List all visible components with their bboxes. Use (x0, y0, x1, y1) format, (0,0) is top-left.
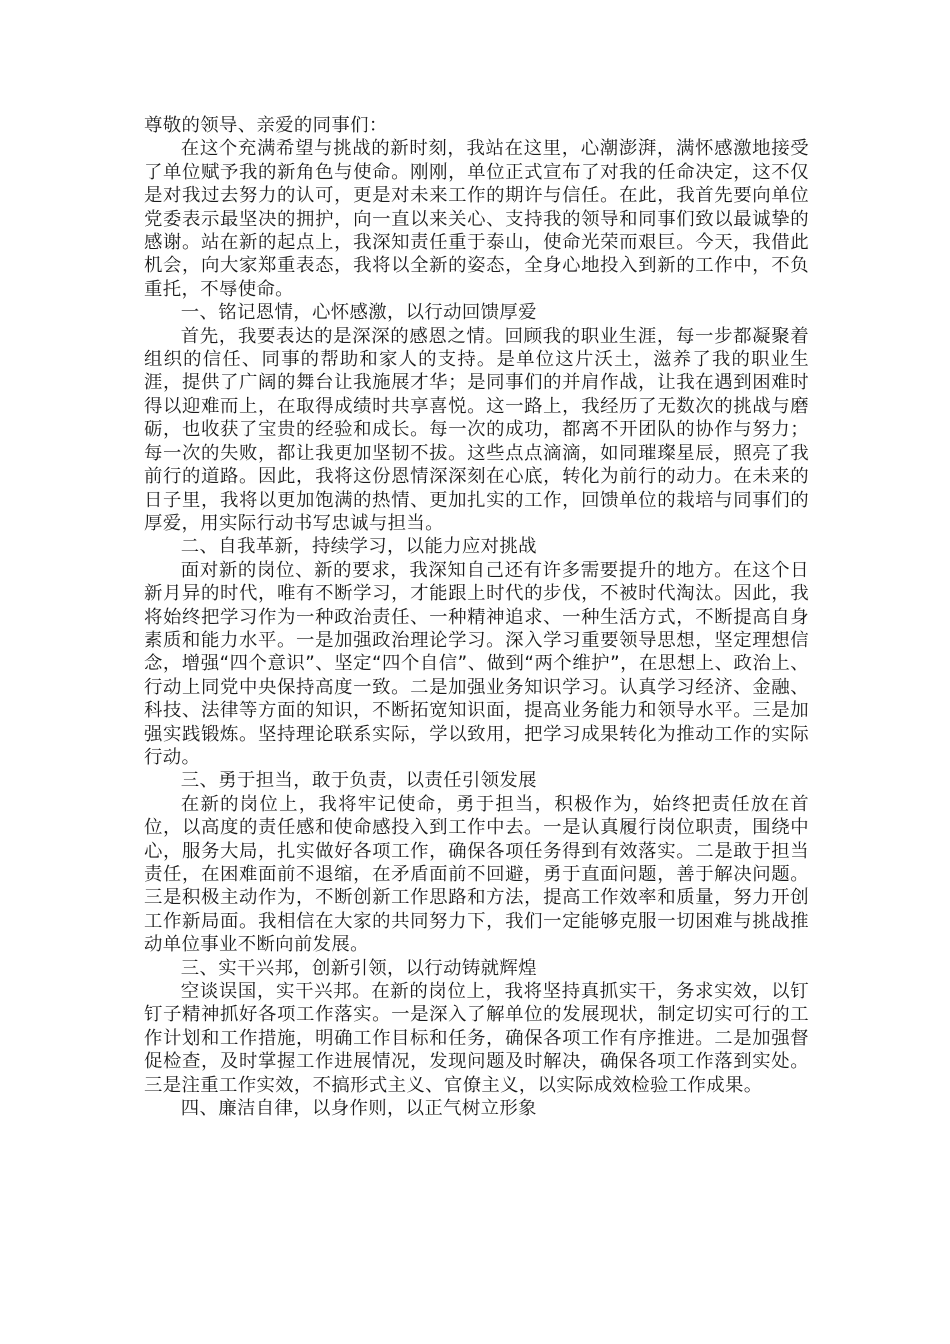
intro-paragraph: 在这个充满希望与挑战的新时刻，我站在这里，心潮澎湃，满怀感激地接受了单位赋予我的新角色与使命。刚刚，单位正式宣布了对我的任命决定，这不仅是对我过去努力的认可，更是对未来工作的期许与信任。在此，我首先要向单位党委表示最坚决的拥护，向一直以来关心、支持我的领导和同事们致以最诚挚的感谢。站在新的起点上，我深知责任重于泰山，使命光荣而艰巨。今天，我借此机会，向大家郑重表态，我将以全新的姿态，全身心地投入到新的工作中，不负重托，不辱使命。 (144, 138, 809, 300)
section-paragraph-3: 在新的岗位上，我将牢记使命，勇于担当，积极作为，始终把责任放在首位，以高度的责任感和使命感投入到工作中去。一是认真履行岗位职责，围绕中心，服务大局，扎实做好各项工作，确保各项任务得到有效落实。二是敢于担当责任，在困难面前不退缩，在矛盾面前不回避，勇于直面问题，善于解决问题。三是积极主动作为，不断创新工作思路和方法，提高工作效率和质量，努力开创工作新局面。我相信在大家的共同努力下，我们一定能够克服一切困难与挑战推动单位事业不断向前发展。 (144, 793, 809, 956)
section-heading-4: 三、实干兴邦，创新引领，以行动铸就辉煌 (180, 957, 537, 979)
section-heading-1: 一、铭记恩情，心怀感激，以行动回馈厚爱 (180, 302, 537, 324)
section-heading-3: 三、勇于担当，敢于负责，以责任引领发展 (180, 770, 537, 792)
section-paragraph-1: 首先，我要表达的是深深的感恩之情。回顾我的职业生涯，每一步都凝聚着组织的信任、同事的帮助和家人的支持。是单位这片沃土，滋养了我的职业生涯，提供了广阔的舞台让我施展才华；是同事们的并肩作战，让我在遇到困难时得以迎难而上，在取得成绩时共享喜悦。这一路上，我经历了无数次的挑战与磨砺，也收获了宝贵的经验和成长。每一次的成功，都离不开团队的协作与努力；每一次的失败，都让我更加坚韧不拔。这些点点滴滴，如同璀璨星辰，照亮了我前行的道路。因此，我将这份恩情深深刻在心底，转化为前行的动力。在未来的日子里，我将以更加饱满的热情、更加扎实的工作，回馈单位的栽培与同事们的厚爱，用实际行动书写忠诚与担当。 (144, 325, 809, 534)
document-body (144, 114, 809, 1120)
section-paragraph-4: 空谈误国，实干兴邦。在新的岗位上，我将坚持真抓实干，务求实效，以钉钉子精神抓好各项工作落实。一是深入了解单位的发展现状，制定切实可行的工作计划和工作措施，明确工作目标和任务，确保各项工作有序推进。二是加强督促检查，及时掌握工作进展情况，发现问题及时解决，确保各项工作落到实处。三是注重工作实效，不搞形式主义、官僚主义，以实际成效检验工作成果。 (144, 981, 809, 1096)
section-heading-5: 四、廉洁自律，以身作则，以正气树立形象 (180, 1098, 537, 1120)
section-paragraph-2: 面对新的岗位、新的要求，我深知自己还有许多需要提升的地方。在这个日新月异的时代，唯有不断学习，才能跟上时代的步伐，不被时代淘汰。因此，我将始终把学习作为一种政治责任、一种精神追求、一种生活方式，不断提高自身素质和能力水平。一是加强政治理论学习。深入学习重要领导思想，坚定理想信念，增强“四个意识”、坚定“四个自信”、做到“两个维护”，在思想上、政治上、行动上同党中央保持高度一致。二是加强业务知识学习。认真学习经济、金融、科技、法律等方面的知识，不断拓宽知识面，提高业务能力和领导水平。三是加强实践锻炼。坚持理论联系实际，学以致用，把学习成果转化为推动工作的实际行动。 (144, 559, 809, 768)
salutation: 尊敬的领导、亲爱的同事们： (144, 115, 388, 136)
section-heading-2: 二、自我革新，持续学习，以能力应对挑战 (180, 536, 537, 558)
